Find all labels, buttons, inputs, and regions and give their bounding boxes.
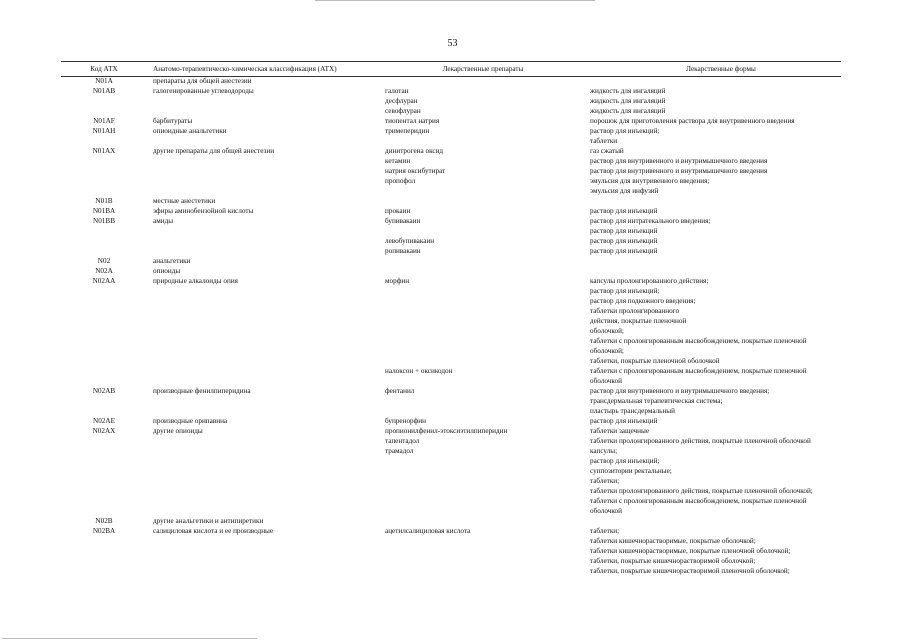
table-row — [61, 106, 841, 116]
atc-code: N01A — [95, 77, 113, 85]
dosage-form: раствор для инъекций — [590, 247, 658, 255]
dosage-form: таблетки, покрытые кишечнорастворимой пленочной оболочкой; — [590, 567, 790, 575]
table-row — [61, 226, 841, 236]
drug-name: тримеперидин — [385, 127, 430, 135]
atc-code: N02B — [95, 517, 113, 525]
atc-code: N01AB — [92, 87, 116, 95]
drug-name: трамадол — [385, 447, 414, 455]
atc-classification: эфиры аминобензойной кислоты — [153, 207, 254, 215]
drug-name: севофлуран — [385, 107, 421, 115]
dosage-form: таблетки пролонгированного — [590, 307, 680, 315]
dosage-form: таблетки пролонгированного действия, покрытые пленочной оболочкой — [590, 437, 811, 445]
table-row — [61, 266, 841, 276]
dosage-form: капсулы пролонгированного действия; — [590, 277, 709, 285]
table-row — [61, 276, 841, 286]
table-row — [61, 176, 841, 186]
dosage-form: жидкость для ингаляций — [590, 87, 666, 95]
dosage-form: раствор для интратекального введения; — [590, 217, 711, 225]
header-code: Код АТХ — [90, 65, 118, 73]
table-row — [61, 396, 841, 406]
header-classification: Анатомо-терапевтическо-химическая классификация (АТХ) — [153, 65, 337, 73]
table-row — [61, 426, 841, 436]
drug-name: динитрогена оксид — [385, 147, 444, 155]
drug-name: десфлуран — [385, 97, 418, 105]
table-row — [61, 86, 841, 96]
table-row — [61, 316, 841, 326]
dosage-form: раствор для инъекций; — [590, 457, 660, 465]
dosage-form: оболочкой — [590, 377, 622, 385]
table-row — [61, 456, 841, 466]
atc-classification: амиды — [153, 217, 174, 225]
dosage-form: порошок для приготовления раствора для внутривенного введения — [590, 117, 795, 125]
atc-code: N02 — [97, 257, 111, 265]
drug-name: бупивакаин — [385, 217, 421, 225]
table-row — [61, 156, 841, 166]
dosage-form: раствор для внутривенного и внутримышечного введения — [590, 167, 768, 175]
drug-name: пропофол — [385, 177, 416, 185]
dosage-form: таблетки, покрытые пленочной оболочкой — [590, 357, 720, 365]
dosage-form: таблетки с пролонгированным высвобождением, покрытые пленочной — [590, 337, 807, 345]
table-row — [61, 566, 841, 576]
table-row — [61, 556, 841, 566]
table-row — [61, 96, 841, 106]
drug-name: тиопентал натрия — [385, 117, 440, 125]
dosage-form: пластырь трансдермальный — [590, 407, 675, 415]
table-row — [61, 186, 841, 196]
dosage-form: оболочкой; — [590, 347, 624, 355]
dosage-form: таблетки кишечнорастворимые, покрытые оболочкой; — [590, 537, 756, 545]
atc-code: N01AF — [93, 117, 115, 125]
page-number: 53 — [447, 38, 458, 49]
atc-classification: опиоидные анальгетики — [153, 127, 227, 135]
table-row — [61, 126, 841, 136]
table-row — [61, 536, 841, 546]
table-row — [61, 136, 841, 146]
table-row — [61, 526, 841, 536]
table-row — [61, 326, 841, 336]
atc-classification: местные анестетики — [153, 197, 216, 205]
dosage-form: таблетки с пролонгированным высвобождением, покрытые пленочной — [590, 497, 807, 505]
table-row — [61, 516, 841, 526]
drug-name: кетамин — [385, 157, 411, 165]
table-row — [61, 506, 841, 516]
table-row — [61, 146, 841, 156]
table-row — [61, 366, 841, 376]
footer-rule — [2, 638, 257, 639]
drug-name: пропионилфенил-этоксиэтилпиперидин — [385, 427, 508, 435]
table-row — [61, 406, 841, 416]
dosage-form: раствор для инъекций; — [590, 287, 660, 295]
dosage-form: таблетки защечные — [590, 427, 650, 435]
dosage-form: таблетки пролонгированного действия, покрытые пленочной оболочкой; — [590, 487, 813, 495]
dosage-form: таблетки кишечнорастворимые, покрытые пленочной оболочкой; — [590, 547, 791, 555]
atc-classification: производные орипавина — [153, 417, 228, 425]
dosage-form: трансдермальная терапевтическая система; — [590, 397, 723, 405]
table-row — [61, 416, 841, 426]
dosage-form: раствор для внутривенного и внутримышечного введения; — [590, 387, 770, 395]
table-row — [61, 496, 841, 506]
table-row — [61, 476, 841, 486]
dosage-form: оболочкой; — [590, 327, 624, 335]
table-row — [61, 466, 841, 476]
dosage-form: раствор для инъекций — [590, 417, 658, 425]
table-row — [61, 286, 841, 296]
dosage-form: оболочкой — [590, 507, 622, 515]
table-row — [61, 236, 841, 246]
table-row — [61, 386, 841, 396]
dosage-form: раствор для инъекций; — [590, 127, 660, 135]
atc-classification: другие препараты для общей анестезии — [153, 147, 275, 155]
table-row — [61, 436, 841, 446]
table-row — [61, 446, 841, 456]
table-row — [61, 356, 841, 366]
atc-code: N01BB — [93, 217, 115, 225]
dosage-form: таблетки; — [590, 477, 620, 485]
atc-classification: опиоиды — [153, 267, 181, 275]
drug-name: галотан — [385, 87, 409, 95]
dosage-form: раствор для инъекций — [590, 227, 658, 235]
dosage-form: эмульсия для внутривенного введения; — [590, 177, 710, 185]
drug-name: морфин — [385, 277, 410, 285]
table-row — [61, 76, 841, 86]
table-row — [61, 486, 841, 496]
atc-code: N02AB — [92, 387, 116, 395]
table-row — [61, 166, 841, 176]
atc-classification: галогенированные углеводороды — [153, 87, 254, 95]
dosage-form: раствор для внутривенного и внутримышечного введения — [590, 157, 768, 165]
table-row — [61, 116, 841, 126]
table-row — [61, 216, 841, 226]
drug-name: ацетилсалициловая кислота — [385, 527, 471, 535]
table-row — [61, 256, 841, 266]
dosage-form: капсулы; — [590, 447, 618, 455]
dosage-form: таблетки — [590, 137, 618, 145]
dosage-form: раствор для инъекций — [590, 207, 658, 215]
dosage-form: действия, покрытые пленочной — [590, 317, 687, 325]
drug-name: натрия оксибутират — [385, 167, 446, 175]
drug-name: тапентадол — [385, 437, 420, 445]
drug-name: фентанил — [385, 387, 415, 395]
atc-classification: анальгетики — [153, 257, 191, 265]
dosage-form: раствор для инъекций — [590, 237, 658, 245]
table-row — [61, 196, 841, 206]
table-header — [61, 61, 841, 77]
atc-code: N01AX — [92, 147, 116, 155]
atc-classification: салициловая кислота и ее производные — [153, 527, 274, 535]
dosage-form: суппозитории ректальные; — [590, 467, 672, 475]
drug-name: левобупивакаин — [385, 237, 435, 245]
atc-code: N01BA — [92, 207, 116, 215]
dosage-form: жидкость для ингаляций — [590, 97, 666, 105]
atc-classification: другие опиоиды — [153, 427, 203, 435]
table-row — [61, 296, 841, 306]
dosage-form: газ сжатый — [590, 147, 624, 155]
atc-code: N02AE — [93, 417, 115, 425]
drug-name: бупренорфин — [385, 417, 426, 425]
atc-classification: другие анальгетики и антипиретики — [153, 517, 264, 525]
table-row — [61, 336, 841, 346]
table-row — [61, 376, 841, 386]
table-row — [61, 206, 841, 216]
drug-name: прокаин — [385, 207, 411, 215]
dosage-form: таблетки, покрытые кишечнорастворимой оболочкой; — [590, 557, 756, 565]
table-row — [61, 546, 841, 556]
atc-code: N02A — [95, 267, 113, 275]
atc-code: N02AA — [92, 277, 116, 285]
atc-classification: производные фенилпиперидина — [153, 387, 251, 395]
drug-name: ропивакаин — [385, 247, 421, 255]
table-body — [61, 76, 841, 576]
table-row — [61, 346, 841, 356]
atc-code: N01B — [95, 197, 113, 205]
header-forms: Лекарственные формы — [686, 65, 756, 73]
atc-code: N02AX — [92, 427, 116, 435]
atc-classification: препараты для общей анестезии — [153, 77, 252, 85]
dosage-form: таблетки с пролонгированным высвобождением, покрытые пленочной — [590, 367, 807, 375]
atc-code: N01AH — [92, 127, 116, 135]
atc-classification: природные алкалоиды опия — [153, 277, 238, 285]
top-rule — [315, 0, 595, 1]
drug-name: налоксон + оксикодон — [385, 367, 453, 375]
table-row — [61, 306, 841, 316]
dosage-form: таблетки; — [590, 527, 620, 535]
atc-code: N02BA — [92, 527, 116, 535]
header-drugs: Лекарственные препараты — [442, 65, 524, 73]
dosage-form: эмульсия для инфузий — [590, 187, 659, 195]
table-row — [61, 246, 841, 256]
atc-classification: барбитураты — [153, 117, 193, 125]
dosage-form: раствор для подкожного введения; — [590, 297, 696, 305]
dosage-form: жидкость для ингаляций — [590, 107, 666, 115]
